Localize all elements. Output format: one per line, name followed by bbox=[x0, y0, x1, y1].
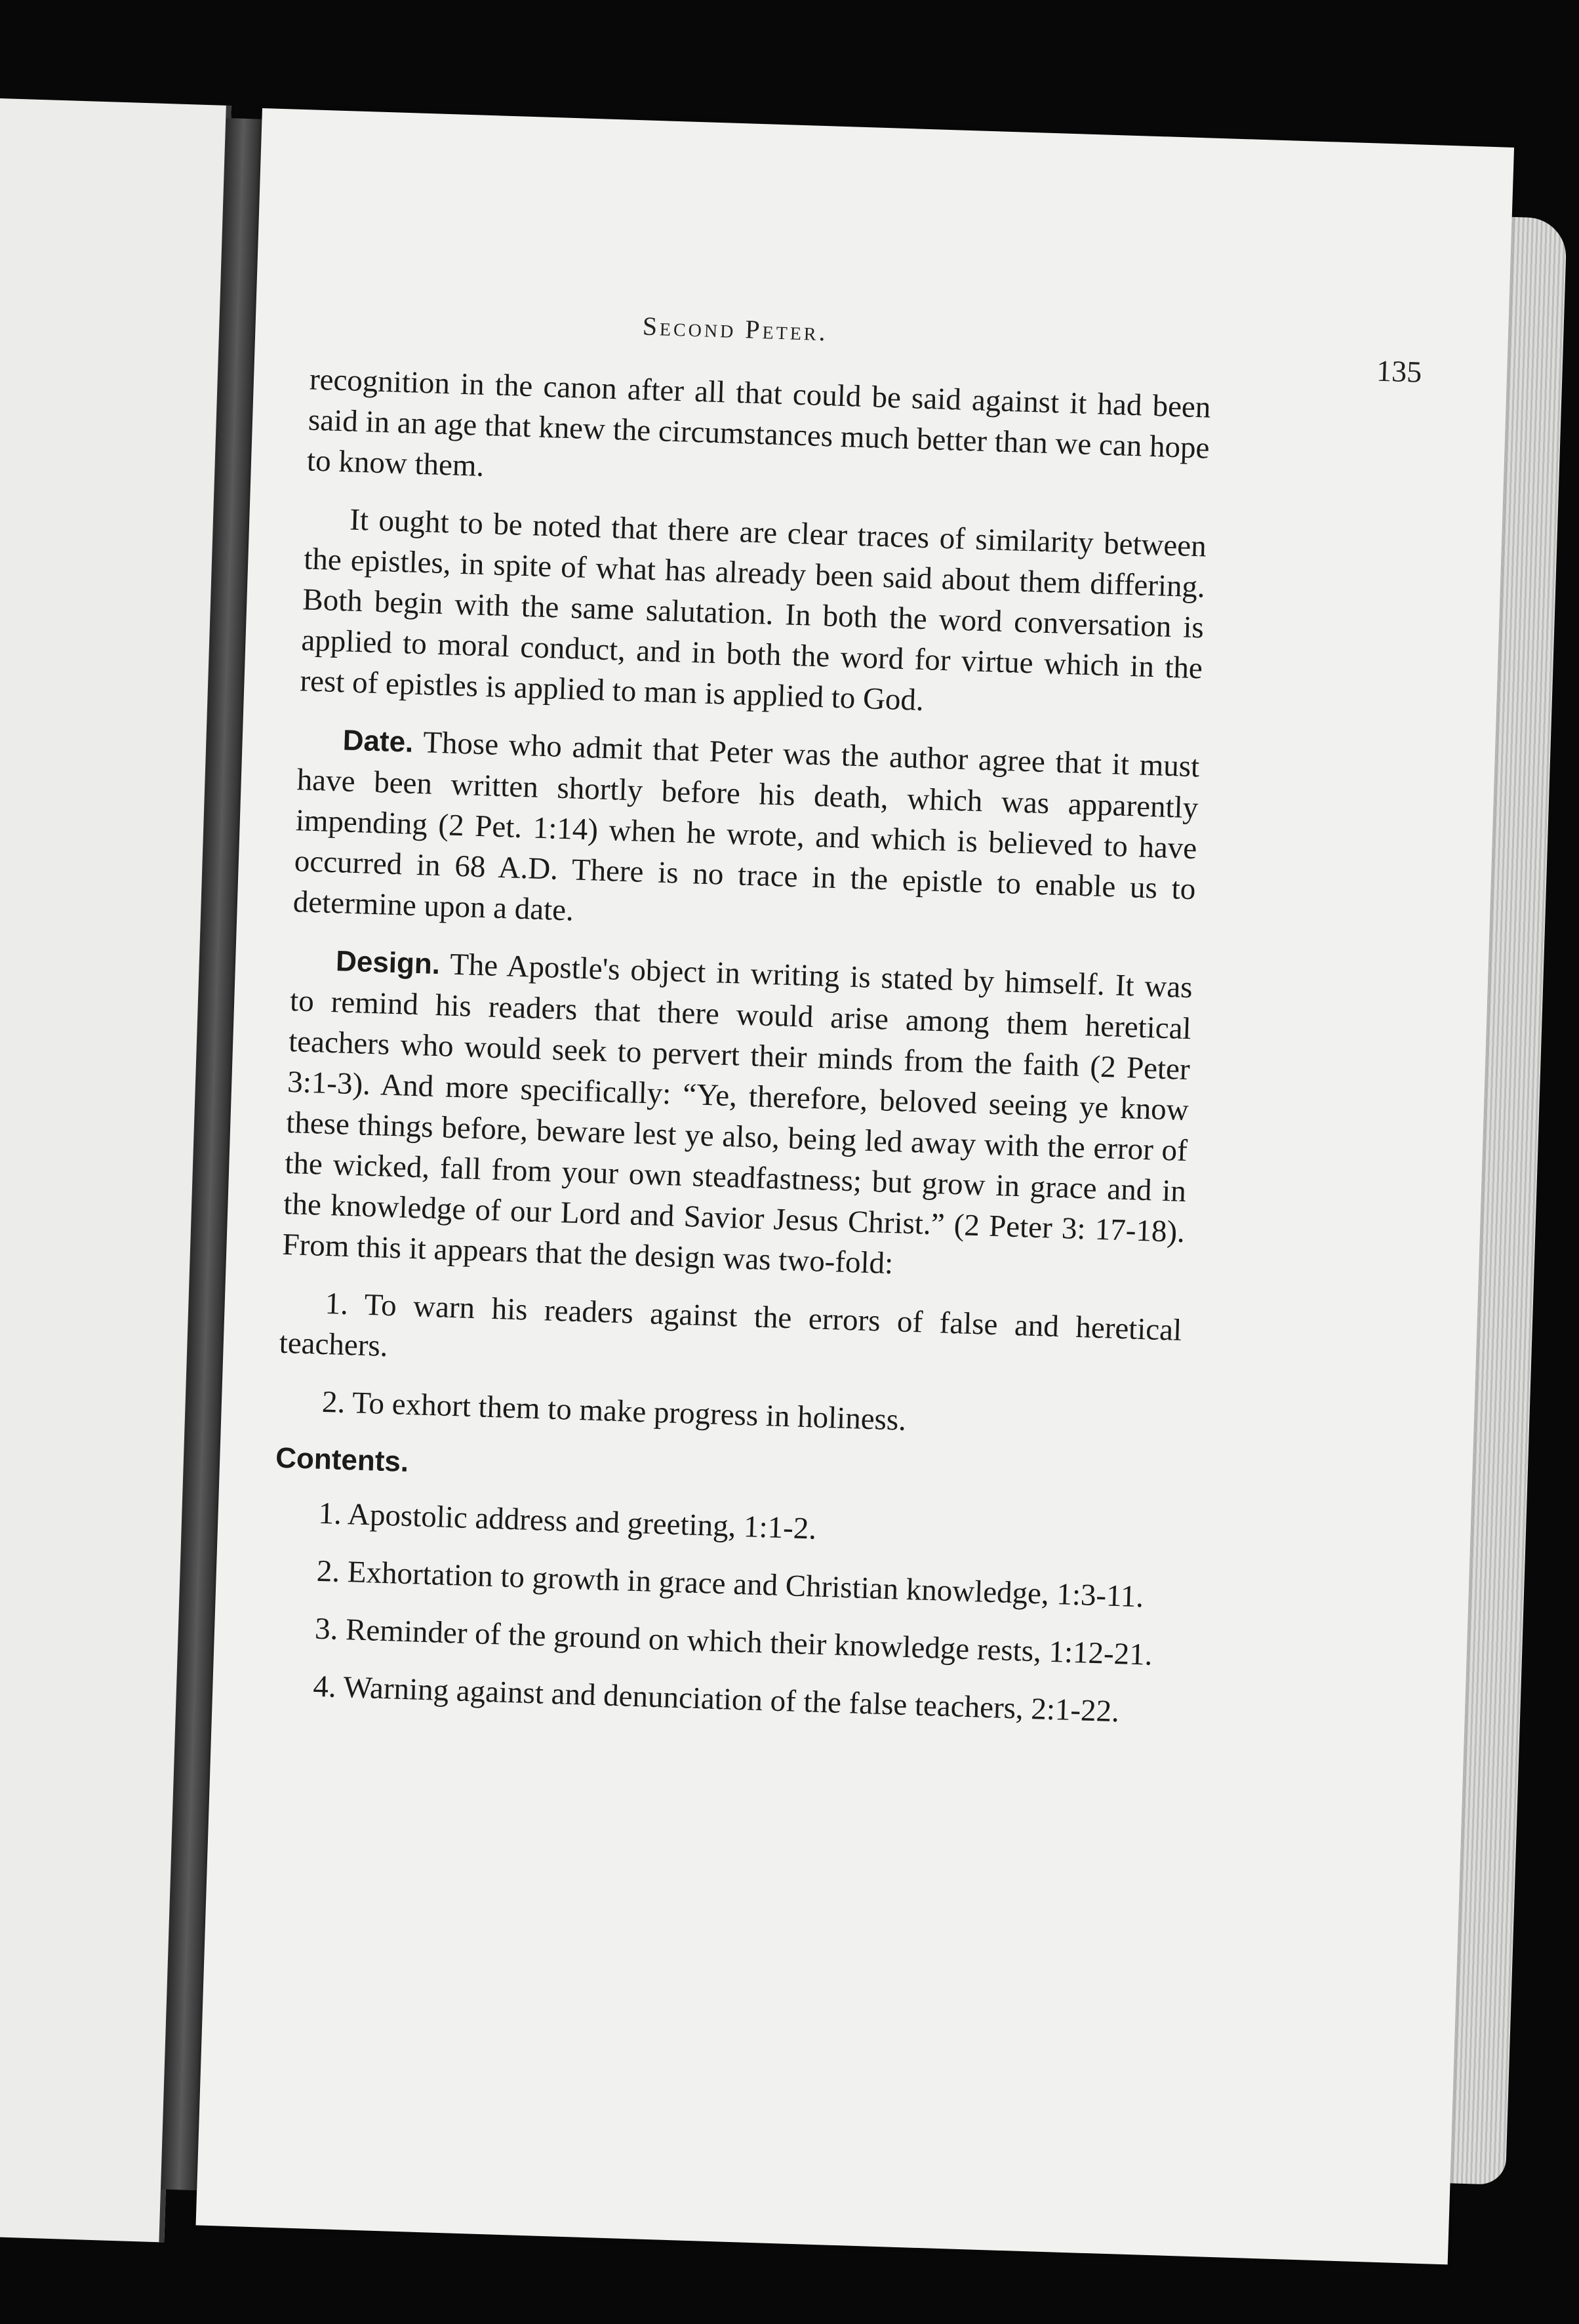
paragraph-similarity: It ought to be noted that there are clear traces of similarity between the epistles, in spite of what has already been said about them differing. Both begin with the same salutation. In both the word conversation is applied to moral conduct, and in both the word for virtue which in the rest of epistles is applied to man is applied to God. bbox=[299, 502, 1207, 718]
date-heading: Date. bbox=[342, 724, 414, 759]
contents-item: 2. Exhortation to growth in grace and Christian knowledge, 1:3-11. bbox=[316, 1553, 1144, 1614]
design-point: 1. To warn his readers against the errors of false and heretical teachers. bbox=[279, 1286, 1182, 1363]
design-text: The Apostle's object in writing is stated by himself. It was to remind his readers that there would arise among them heretical teachers who would seek to pervert their minds from the faith (2 Peter 3:1-3). And more specifically: “Ye, therefore, beloved seeing ye know these things before, beware lest ye also, being led away with the error of the wicked, fall from your own steadfastness; but grow in grace and in the knowledge of our Lord and Savior Jesus Christ.” (2 Peter 3: 17-18). From this it appears that the design was two-fold: bbox=[281, 947, 1193, 1281]
contents-item: 4. Warning against and denunciation of the false teachers, 2:1-22. bbox=[312, 1669, 1120, 1729]
paragraph-continued: recognition in the canon after all that could be said against it had been said in an age that knew the circumstances much better than we can hope to know them. bbox=[306, 362, 1212, 483]
contents-heading: Contents. bbox=[275, 1441, 409, 1479]
paragraph-design bbox=[282, 939, 1193, 1293]
paragraph-date bbox=[292, 718, 1200, 950]
contents-item: 3. Reminder of the ground on which their knowledge rests, 1:12-21. bbox=[314, 1611, 1153, 1672]
contents-item: 1. Apostolic address and greeting, 1:1-2. bbox=[317, 1496, 817, 1546]
page-text bbox=[268, 359, 1212, 1750]
running-title: Second Peter. bbox=[642, 311, 829, 347]
book-page bbox=[196, 108, 1515, 2264]
page-number: 135 bbox=[1376, 353, 1423, 389]
date-text: Those who admit that Peter was the author agree that it must have been written shortly before his death, which was apparently impending (2 Pet. 1:14) when he wrote, and which is believed to have occurred in 68 A.D. There is no trace in the epistle to enable us to determine upon a date. bbox=[292, 725, 1200, 928]
design-point: 2. To exhort them to make progress in holiness. bbox=[321, 1384, 907, 1437]
design-heading: Design. bbox=[335, 945, 441, 981]
